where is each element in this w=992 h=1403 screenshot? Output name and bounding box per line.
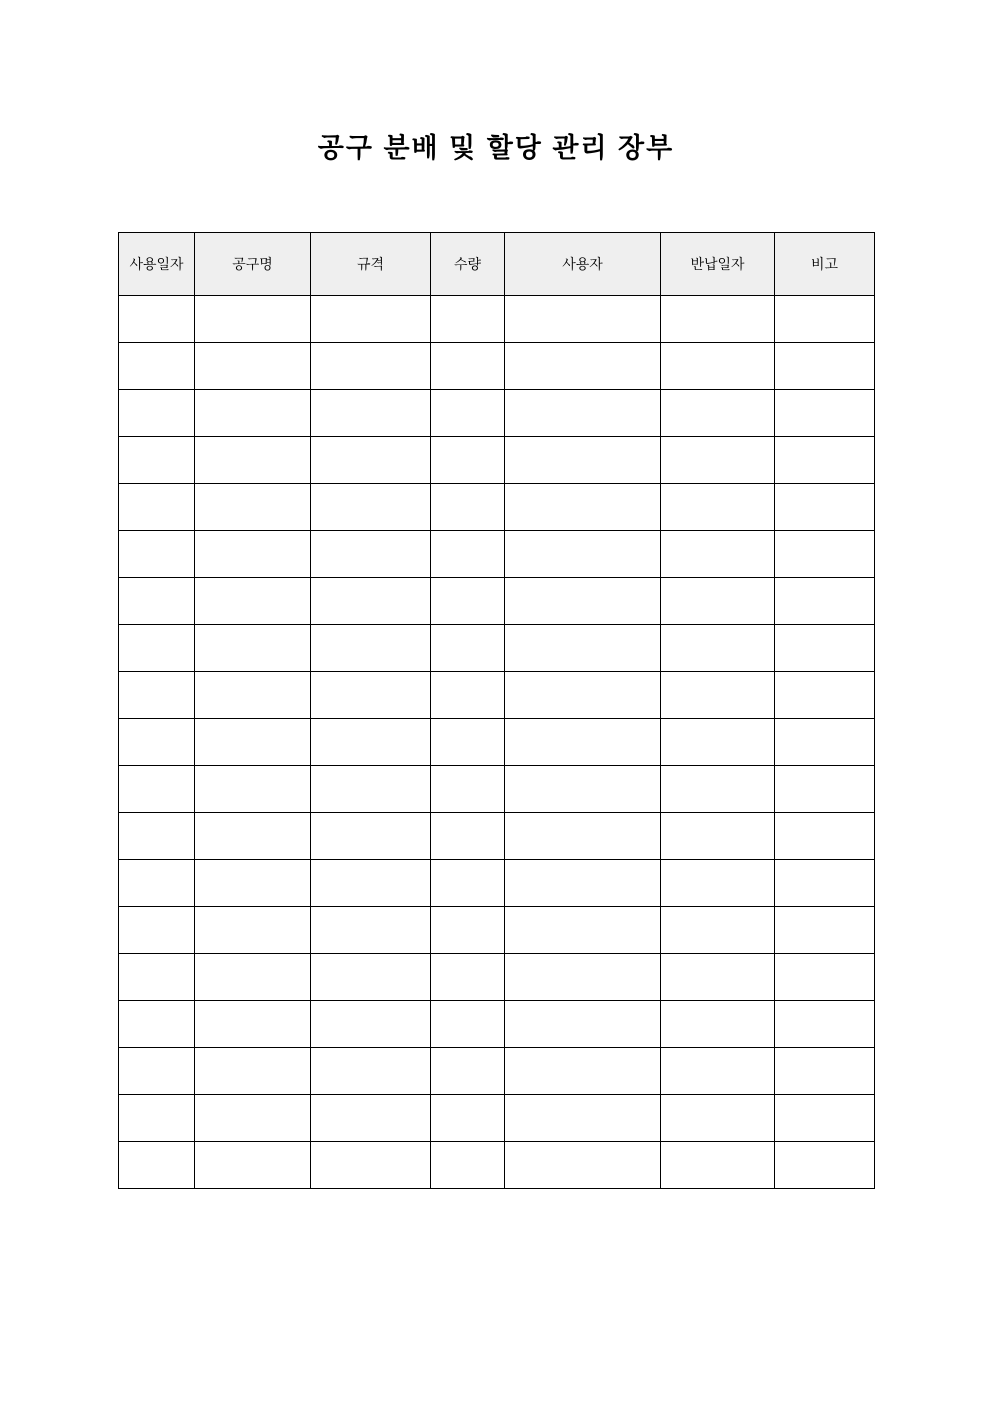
table-row <box>119 766 875 813</box>
table-row <box>119 719 875 766</box>
cell-spec[interactable] <box>311 719 431 766</box>
cell-use-date[interactable] <box>119 1048 195 1095</box>
cell-use-date[interactable] <box>119 625 195 672</box>
cell-use-date[interactable] <box>119 1142 195 1189</box>
column-header-spec: 규격 <box>311 233 431 296</box>
cell-note[interactable] <box>775 672 875 719</box>
cell-user[interactable] <box>505 1095 661 1142</box>
cell-note[interactable] <box>775 484 875 531</box>
table-body <box>119 296 875 1189</box>
cell-return-date[interactable] <box>661 813 775 860</box>
column-header-use-date: 사용일자 <box>119 233 195 296</box>
cell-user[interactable] <box>505 672 661 719</box>
cell-tool-name[interactable] <box>195 1142 311 1189</box>
cell-spec[interactable] <box>311 296 431 343</box>
cell-use-date[interactable] <box>119 578 195 625</box>
cell-quantity[interactable] <box>431 1095 505 1142</box>
cell-quantity[interactable] <box>431 343 505 390</box>
cell-user[interactable] <box>505 719 661 766</box>
cell-spec[interactable] <box>311 343 431 390</box>
cell-quantity[interactable] <box>431 672 505 719</box>
cell-use-date[interactable] <box>119 437 195 484</box>
cell-return-date[interactable] <box>661 860 775 907</box>
table-row <box>119 437 875 484</box>
cell-use-date[interactable] <box>119 907 195 954</box>
cell-tool-name[interactable] <box>195 343 311 390</box>
cell-quantity[interactable] <box>431 813 505 860</box>
table-row <box>119 578 875 625</box>
cell-note[interactable] <box>775 625 875 672</box>
cell-note[interactable] <box>775 1095 875 1142</box>
cell-quantity[interactable] <box>431 1048 505 1095</box>
cell-user[interactable] <box>505 390 661 437</box>
cell-tool-name[interactable] <box>195 672 311 719</box>
cell-use-date[interactable] <box>119 672 195 719</box>
ledger-table-container <box>0 232 992 1189</box>
table-row <box>119 625 875 672</box>
table-row <box>119 860 875 907</box>
cell-spec[interactable] <box>311 531 431 578</box>
table-row <box>119 1142 875 1189</box>
cell-tool-name[interactable] <box>195 813 311 860</box>
cell-tool-name[interactable] <box>195 719 311 766</box>
cell-tool-name[interactable] <box>195 296 311 343</box>
cell-spec[interactable] <box>311 907 431 954</box>
cell-spec[interactable] <box>311 625 431 672</box>
cell-use-date[interactable] <box>119 766 195 813</box>
column-header-user: 사용자 <box>505 233 661 296</box>
cell-quantity[interactable] <box>431 578 505 625</box>
cell-note[interactable] <box>775 1142 875 1189</box>
cell-user[interactable] <box>505 1001 661 1048</box>
cell-user[interactable] <box>505 296 661 343</box>
cell-spec[interactable] <box>311 484 431 531</box>
cell-note[interactable] <box>775 766 875 813</box>
cell-return-date[interactable] <box>661 437 775 484</box>
table-row <box>119 1095 875 1142</box>
table-row <box>119 531 875 578</box>
cell-note[interactable] <box>775 578 875 625</box>
cell-spec[interactable] <box>311 578 431 625</box>
table-row <box>119 390 875 437</box>
cell-user[interactable] <box>505 578 661 625</box>
cell-use-date[interactable] <box>119 296 195 343</box>
cell-quantity[interactable] <box>431 625 505 672</box>
cell-note[interactable] <box>775 860 875 907</box>
cell-tool-name[interactable] <box>195 954 311 1001</box>
cell-quantity[interactable] <box>431 907 505 954</box>
cell-user[interactable] <box>505 437 661 484</box>
table-row <box>119 907 875 954</box>
table-row <box>119 296 875 343</box>
cell-spec[interactable] <box>311 860 431 907</box>
cell-user[interactable] <box>505 1142 661 1189</box>
cell-tool-name[interactable] <box>195 907 311 954</box>
cell-note[interactable] <box>775 813 875 860</box>
cell-use-date[interactable] <box>119 390 195 437</box>
cell-return-date[interactable] <box>661 390 775 437</box>
cell-return-date[interactable] <box>661 1048 775 1095</box>
cell-use-date[interactable] <box>119 813 195 860</box>
cell-note[interactable] <box>775 954 875 1001</box>
column-header-tool-name: 공구명 <box>195 233 311 296</box>
cell-user[interactable] <box>505 625 661 672</box>
cell-user[interactable] <box>505 766 661 813</box>
cell-tool-name[interactable] <box>195 390 311 437</box>
cell-note[interactable] <box>775 1001 875 1048</box>
cell-return-date[interactable] <box>661 907 775 954</box>
cell-spec[interactable] <box>311 1048 431 1095</box>
cell-note[interactable] <box>775 390 875 437</box>
cell-return-date[interactable] <box>661 296 775 343</box>
cell-tool-name[interactable] <box>195 437 311 484</box>
cell-quantity[interactable] <box>431 954 505 1001</box>
cell-user[interactable] <box>505 531 661 578</box>
column-header-quantity: 수량 <box>431 233 505 296</box>
cell-spec[interactable] <box>311 813 431 860</box>
cell-spec[interactable] <box>311 437 431 484</box>
cell-tool-name[interactable] <box>195 766 311 813</box>
cell-note[interactable] <box>775 907 875 954</box>
cell-use-date[interactable] <box>119 343 195 390</box>
cell-user[interactable] <box>505 484 661 531</box>
cell-use-date[interactable] <box>119 1001 195 1048</box>
table-row <box>119 1001 875 1048</box>
cell-spec[interactable] <box>311 1142 431 1189</box>
cell-return-date[interactable] <box>661 1142 775 1189</box>
cell-tool-name[interactable] <box>195 625 311 672</box>
cell-quantity[interactable] <box>431 1001 505 1048</box>
column-header-return-date: 반납일자 <box>661 233 775 296</box>
cell-note[interactable] <box>775 296 875 343</box>
cell-return-date[interactable] <box>661 766 775 813</box>
cell-return-date[interactable] <box>661 625 775 672</box>
cell-tool-name[interactable] <box>195 1001 311 1048</box>
cell-user[interactable] <box>505 343 661 390</box>
table-row <box>119 343 875 390</box>
cell-quantity[interactable] <box>431 437 505 484</box>
cell-return-date[interactable] <box>661 484 775 531</box>
cell-return-date[interactable] <box>661 672 775 719</box>
column-header-note: 비고 <box>775 233 875 296</box>
cell-quantity[interactable] <box>431 766 505 813</box>
cell-note[interactable] <box>775 343 875 390</box>
cell-tool-name[interactable] <box>195 1095 311 1142</box>
cell-note[interactable] <box>775 719 875 766</box>
cell-tool-name[interactable] <box>195 578 311 625</box>
cell-quantity[interactable] <box>431 531 505 578</box>
tool-allocation-ledger-table <box>118 232 875 1189</box>
cell-user[interactable] <box>505 813 661 860</box>
cell-use-date[interactable] <box>119 954 195 1001</box>
cell-user[interactable] <box>505 954 661 1001</box>
cell-user[interactable] <box>505 1048 661 1095</box>
cell-note[interactable] <box>775 437 875 484</box>
cell-spec[interactable] <box>311 766 431 813</box>
table-header-row <box>119 233 875 296</box>
cell-quantity[interactable] <box>431 296 505 343</box>
cell-spec[interactable] <box>311 1095 431 1142</box>
cell-return-date[interactable] <box>661 343 775 390</box>
cell-tool-name[interactable] <box>195 484 311 531</box>
cell-use-date[interactable] <box>119 484 195 531</box>
cell-quantity[interactable] <box>431 1142 505 1189</box>
cell-use-date[interactable] <box>119 1095 195 1142</box>
cell-use-date[interactable] <box>119 719 195 766</box>
cell-use-date[interactable] <box>119 860 195 907</box>
cell-use-date[interactable] <box>119 531 195 578</box>
cell-quantity[interactable] <box>431 719 505 766</box>
cell-spec[interactable] <box>311 672 431 719</box>
cell-spec[interactable] <box>311 390 431 437</box>
cell-return-date[interactable] <box>661 954 775 1001</box>
cell-quantity[interactable] <box>431 390 505 437</box>
cell-quantity[interactable] <box>431 860 505 907</box>
cell-tool-name[interactable] <box>195 860 311 907</box>
cell-spec[interactable] <box>311 954 431 1001</box>
cell-note[interactable] <box>775 531 875 578</box>
cell-return-date[interactable] <box>661 531 775 578</box>
table-header <box>119 233 875 296</box>
cell-user[interactable] <box>505 907 661 954</box>
cell-spec[interactable] <box>311 1001 431 1048</box>
page-title: 공구 분배 및 할당 관리 장부 <box>317 133 675 163</box>
cell-tool-name[interactable] <box>195 1048 311 1095</box>
cell-return-date[interactable] <box>661 1001 775 1048</box>
cell-tool-name[interactable] <box>195 531 311 578</box>
cell-note[interactable] <box>775 1048 875 1095</box>
cell-return-date[interactable] <box>661 719 775 766</box>
table-row <box>119 484 875 531</box>
cell-user[interactable] <box>505 860 661 907</box>
cell-return-date[interactable] <box>661 578 775 625</box>
table-row <box>119 813 875 860</box>
cell-return-date[interactable] <box>661 1095 775 1142</box>
table-row <box>119 672 875 719</box>
table-row <box>119 1048 875 1095</box>
table-row <box>119 954 875 1001</box>
cell-quantity[interactable] <box>431 484 505 531</box>
